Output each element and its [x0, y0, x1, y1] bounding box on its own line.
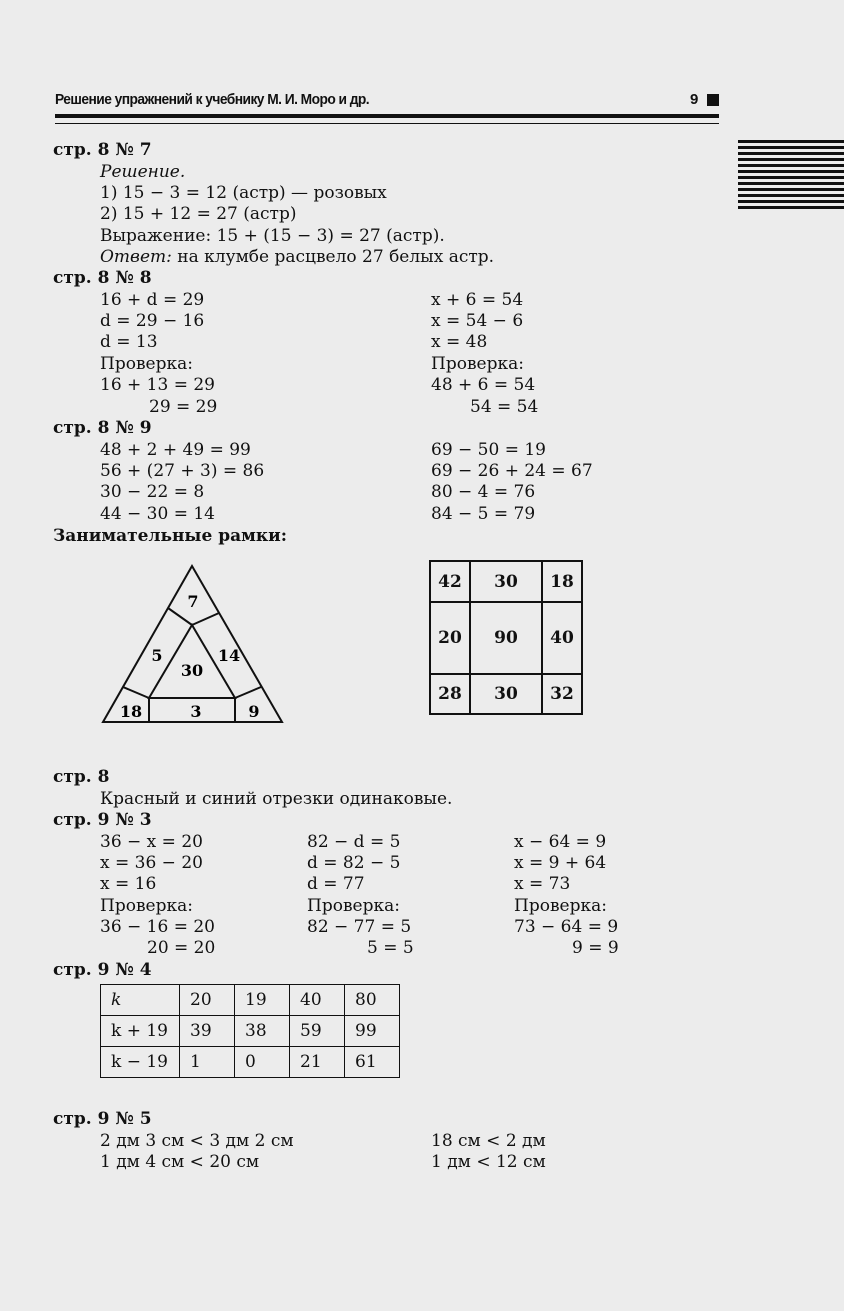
equation-line: x = 36 − 20 — [100, 853, 203, 873]
solution-step: 1) 15 − 3 = 12 (астр) — розовых — [100, 183, 387, 203]
header-rule-thin — [55, 123, 719, 124]
equation-line: d = 82 − 5 — [307, 853, 401, 873]
equation-line: 36 − x = 20 — [100, 832, 203, 852]
comparison-line: 18 см < 2 дм — [431, 1131, 546, 1151]
exercise-heading: стр. 9 № 5 — [53, 1109, 152, 1129]
table-cell: 38 — [235, 1016, 290, 1047]
equation-line: 84 − 5 = 79 — [431, 504, 536, 524]
equation-line: 73 − 64 = 9 — [514, 917, 619, 937]
equation-line: 69 − 50 = 19 — [431, 440, 546, 460]
table-cell: 39 — [180, 1016, 235, 1047]
table-cell: 61 — [345, 1047, 400, 1078]
equation-line: 16 + 13 = 29 — [100, 375, 215, 395]
square-cell: 42 — [430, 561, 470, 602]
table-cell: k + 19 — [101, 1016, 180, 1047]
square-cell: 32 — [542, 674, 582, 714]
header-square-mark — [707, 94, 719, 106]
table-row — [101, 985, 400, 1016]
answer-line: Красный и синий отрезки одинаковые. — [100, 789, 453, 809]
page-number: 9 — [690, 91, 699, 108]
table-cell: 0 — [235, 1047, 290, 1078]
exercise-heading: стр. 8 № 9 — [53, 418, 152, 438]
equation-line: x − 64 = 9 — [514, 832, 607, 852]
table-row — [101, 1047, 400, 1078]
table-cell: 20 — [180, 985, 235, 1016]
check-label: Проверка: — [514, 896, 607, 916]
triangle-bottom-right-value: 9 — [248, 702, 260, 721]
equation-line: x = 48 — [431, 332, 488, 352]
equation-line: 9 = 9 — [572, 938, 619, 958]
comparison-line: 1 дм < 12 см — [431, 1152, 546, 1172]
comparison-line: 1 дм 4 см < 20 см — [100, 1152, 260, 1172]
exercise-heading: стр. 8 — [53, 767, 110, 787]
square-cell: 20 — [430, 602, 470, 674]
equation-line: 44 − 30 = 14 — [100, 504, 215, 524]
equation-line: 16 + d = 29 — [100, 290, 205, 310]
exercise-heading: стр. 9 № 3 — [53, 810, 152, 830]
equation-line: 82 − d = 5 — [307, 832, 401, 852]
square-frame-row — [430, 561, 582, 602]
answer-text: на клумбе расцвело 27 белых астр. — [171, 247, 495, 267]
expression-line: Выражение: 15 + (15 − 3) = 27 (астр). — [100, 226, 445, 246]
triangle-left-value: 5 — [151, 646, 163, 665]
square-frame-row — [430, 602, 582, 674]
triangle-right-value: 14 — [217, 646, 241, 665]
triangle-bottom-left-value: 18 — [119, 702, 143, 721]
equation-line: 29 = 29 — [149, 397, 218, 417]
equation-line: 48 + 6 = 54 — [431, 375, 536, 395]
exercise-heading: стр. 8 № 7 — [53, 140, 152, 160]
check-label: Проверка: — [431, 354, 524, 374]
answer-line — [100, 247, 494, 267]
triangle-bottom-mid-value: 3 — [190, 702, 202, 721]
equation-line: x = 73 — [514, 874, 571, 894]
answer-label: Ответ: — [100, 247, 172, 267]
check-label: Проверка: — [307, 896, 400, 916]
equation-line: d = 13 — [100, 332, 158, 352]
equation-line: x = 16 — [100, 874, 157, 894]
square-frame-row — [430, 674, 582, 714]
triangle-top-value: 7 — [187, 592, 199, 611]
table-cell: 59 — [290, 1016, 345, 1047]
equation-line: 56 + (27 + 3) = 86 — [100, 461, 265, 481]
equation-line: 82 − 77 = 5 — [307, 917, 412, 937]
triangle-frame — [95, 560, 290, 728]
table-cell: 99 — [345, 1016, 400, 1047]
side-stripes-decoration — [738, 140, 844, 210]
square-frame — [429, 560, 583, 715]
table-cell: k — [101, 985, 180, 1016]
equation-line: d = 77 — [307, 874, 365, 894]
section-heading: Занимательные рамки: — [53, 526, 288, 546]
solution-label: Решение. — [100, 162, 186, 182]
equation-line: x + 6 = 54 — [431, 290, 524, 310]
square-cell: 90 — [470, 602, 542, 674]
equation-line: 5 = 5 — [367, 938, 414, 958]
solution-step: 2) 15 + 12 = 27 (астр) — [100, 204, 297, 224]
square-cell: 40 — [542, 602, 582, 674]
equation-line: x = 54 − 6 — [431, 311, 524, 331]
table-cell: 19 — [235, 985, 290, 1016]
square-cell: 18 — [542, 561, 582, 602]
exercise-heading: стр. 9 № 4 — [53, 960, 152, 980]
equation-line: 20 = 20 — [147, 938, 216, 958]
triangle-center-value: 30 — [180, 661, 204, 680]
square-cell: 30 — [470, 561, 542, 602]
equation-line: x = 9 + 64 — [514, 853, 607, 873]
equation-line: d = 29 − 16 — [100, 311, 205, 331]
k-values-table — [100, 984, 400, 1078]
square-cell: 30 — [470, 674, 542, 714]
table-row — [101, 1016, 400, 1047]
equation-line: 48 + 2 + 49 = 99 — [100, 440, 251, 460]
equation-line: 30 − 22 = 8 — [100, 482, 205, 502]
check-label: Проверка: — [100, 354, 193, 374]
equation-line: 69 − 26 + 24 = 67 — [431, 461, 593, 481]
table-cell: 40 — [290, 985, 345, 1016]
check-label: Проверка: — [100, 896, 193, 916]
table-cell: k − 19 — [101, 1047, 180, 1078]
table-cell: 1 — [180, 1047, 235, 1078]
equation-line: 36 − 16 = 20 — [100, 917, 215, 937]
header-rule-thick — [55, 114, 719, 118]
running-header-title: Решение упражнений к учебнику М. И. Моро и др. — [55, 91, 370, 108]
equation-line: 80 − 4 = 76 — [431, 482, 536, 502]
equation-line: 54 = 54 — [470, 397, 539, 417]
table-cell: 21 — [290, 1047, 345, 1078]
comparison-line: 2 дм 3 см < 3 дм 2 см — [100, 1131, 294, 1151]
exercise-heading: стр. 8 № 8 — [53, 268, 152, 288]
square-cell: 28 — [430, 674, 470, 714]
table-cell: 80 — [345, 985, 400, 1016]
